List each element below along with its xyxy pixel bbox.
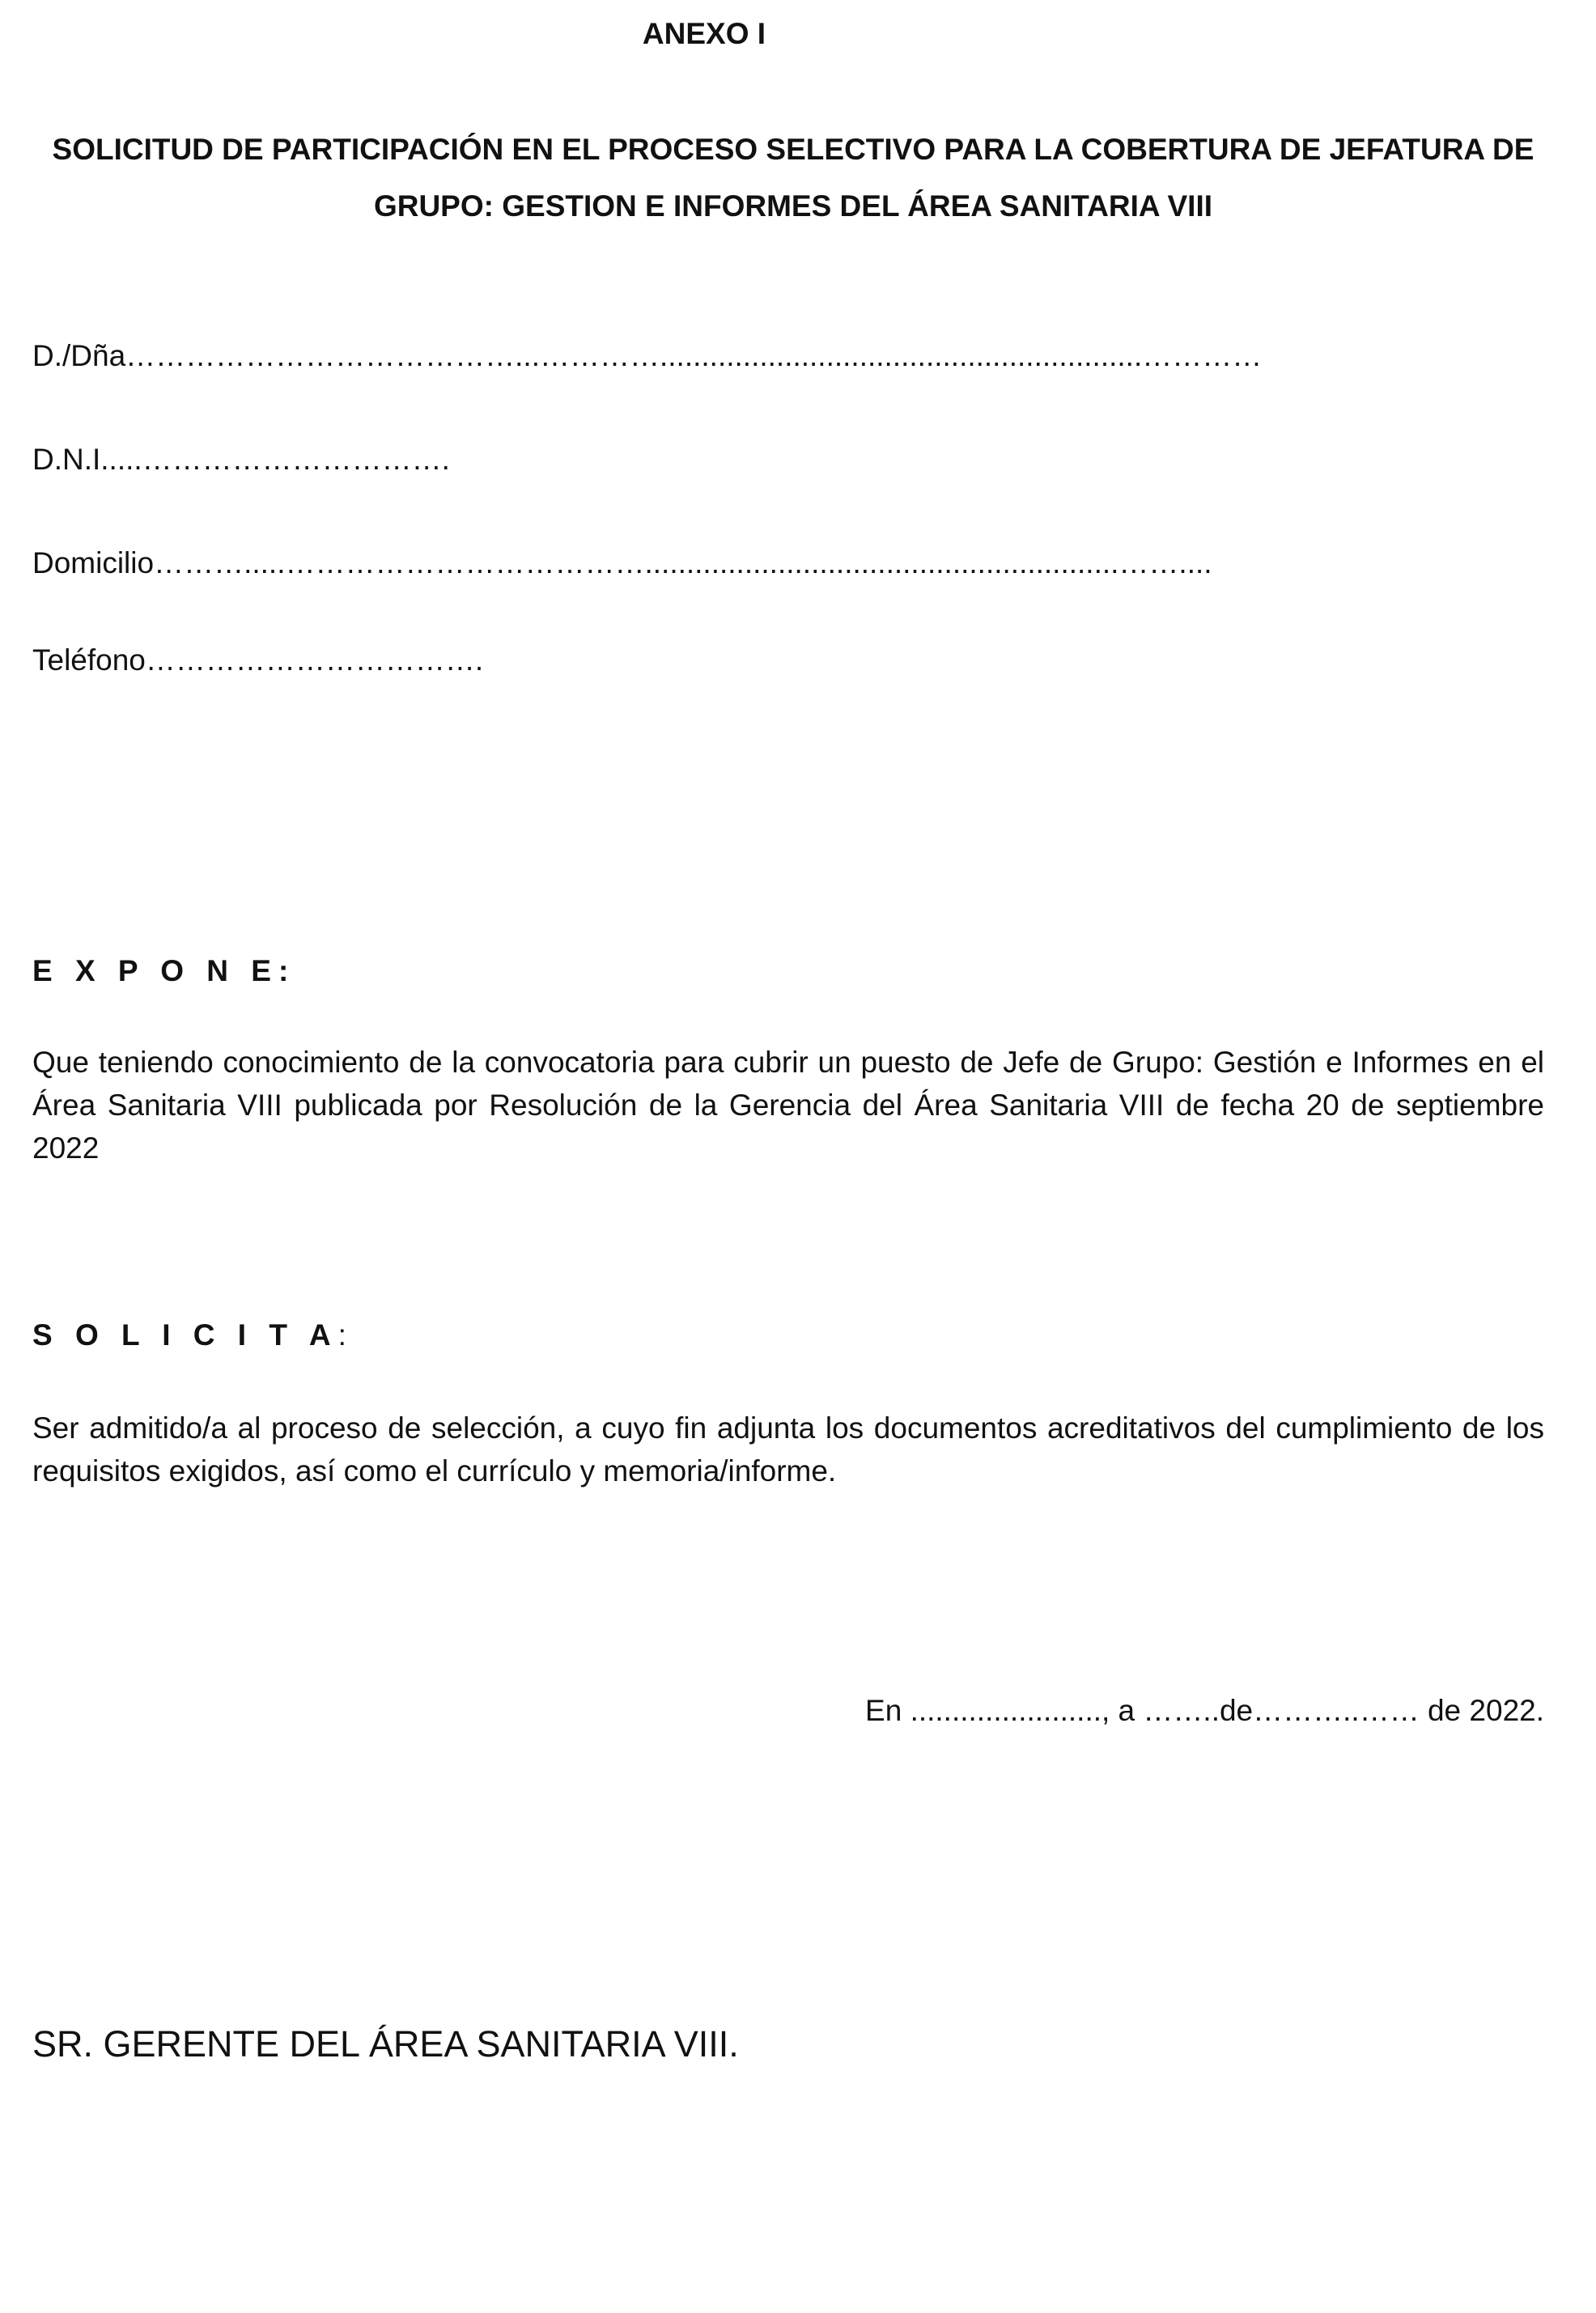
phone-field: Teléfono……………………………. bbox=[32, 643, 484, 677]
solicita-heading-colon: : bbox=[337, 1318, 346, 1352]
expone-heading: E X P O N E: bbox=[32, 954, 296, 987]
dni-field: D.N.I.....…………………………. bbox=[32, 443, 450, 476]
solicita-text: Ser admitido/a al proceso de selección, a cuyo fin adjunta los documentos acreditativos del cumplimiento de los requisitos exigidos, así como el currículo y memoria/informe. bbox=[32, 1411, 1544, 1488]
annex-label: ANEXO I bbox=[642, 17, 766, 50]
solicita-heading-text: S O L I C I T A bbox=[32, 1318, 338, 1352]
address-field: Domicilio……….....……………………………….........................................................…….... bbox=[32, 546, 1212, 579]
date-place-line: En ......................., a ……..de………..…… de 2022. bbox=[865, 1694, 1544, 1727]
solicita-heading bbox=[32, 1316, 346, 1355]
document-title: SOLICITUD DE PARTICIPACIÓN EN EL PROCESO SELECTIVO PARA LA COBERTURA DE JEFATURA DE GRUPO: GESTION E INFORMES DEL ÁREA SANITARIA VIII bbox=[52, 133, 1534, 223]
expone-text: Que teniendo conocimiento de la convocatoria para cubrir un puesto de Jefe de Grupo: Gestión e Informes en el Área Sanitaria VIII publicada por Resolución de la Gerencia del Área Sanitaria VIII de fecha 20 de septiembre 2022 bbox=[32, 1046, 1544, 1165]
addressee: SR. GERENTE DEL ÁREA SANITARIA VIII. bbox=[32, 2023, 739, 2065]
name-field: D./Dña…………………………………...…………..........................................................………… bbox=[32, 339, 1263, 372]
